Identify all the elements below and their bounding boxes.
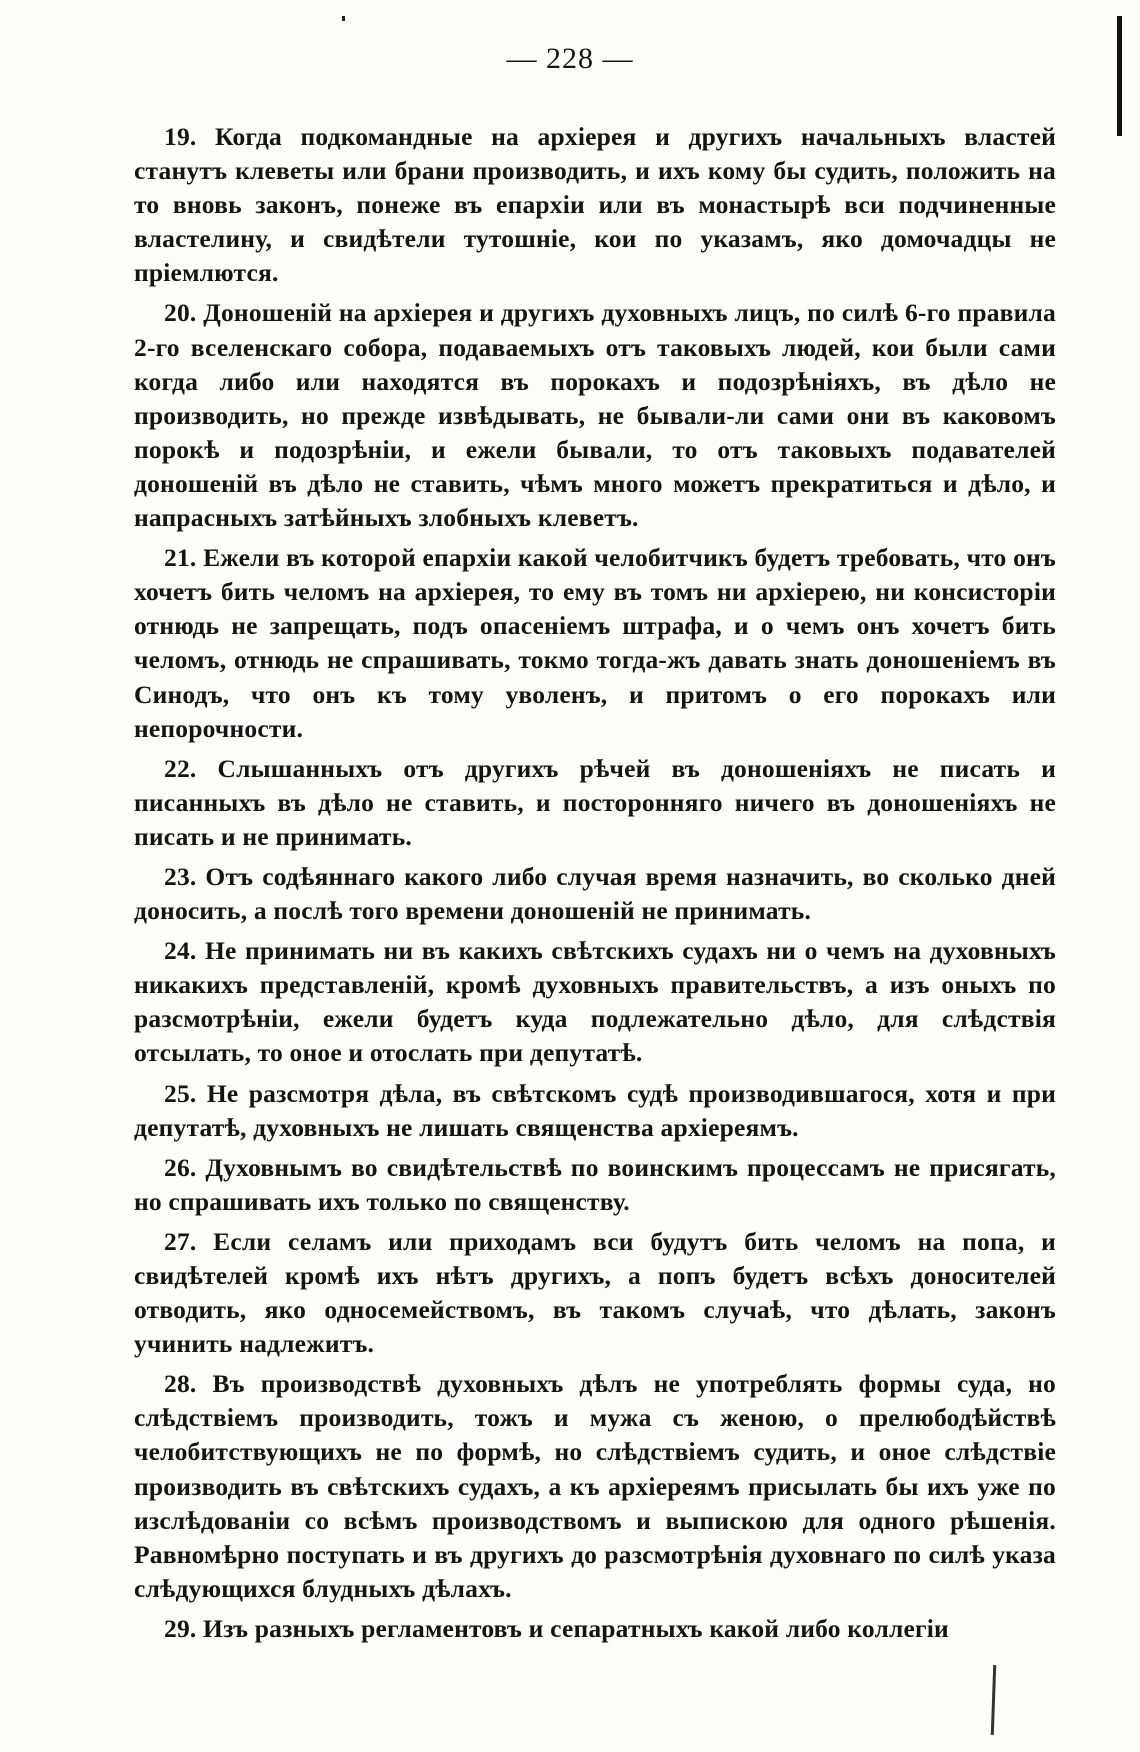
paragraph-19: 19. Когда подкомандные на архіерея и другихъ начальныхъ властей станутъ клеветы или брани производить, и ихъ кому бы судить, положить на то вновь законъ, понеже въ епархіи или въ монастырѣ вси подчиненные властелину, и свидѣтели тутошніе, кои по указамъ, яко домочадцы не пріемлются. bbox=[134, 122, 1056, 288]
scan-speck bbox=[342, 16, 345, 21]
scan-edge-mark bbox=[1117, 16, 1122, 136]
paragraph-20: 20. Доношеній на архіерея и другихъ духовныхъ лицъ, по силѣ 6-го правила 2-го вселенскаго собора, подаваемыхъ отъ таковыхъ людей, кои были сами когда либо или находятся въ порокахъ и подозрѣніяхъ, въ дѣло не производить, но прежде извѣдывать, не бывали-ли сами они въ каковомъ порокѣ и подозрѣніи, и ежели бывали, то отъ таковыхъ подавателей доношеній въ дѣло не ставить, чѣмъ много можетъ прекратиться и дѣло, и напрасныхъ затѣйныхъ злобныхъ клеветъ. bbox=[134, 298, 1056, 533]
body-text bbox=[134, 120, 1056, 1652]
paragraph-24: 24. Не принимать ни въ какихъ свѣтскихъ судахъ ни о чемъ на духовныхъ никакихъ представленій, кромѣ духовныхъ правительствъ, а изъ оныхъ по разсмотрѣніи, ежели будетъ куда подлежательно дѣло, для слѣдствія отсылать, то оное и отослать при депутатѣ. bbox=[134, 936, 1056, 1068]
paragraph-27: 27. Если селамъ или приходамъ вси будутъ бить челомъ на попа, и свидѣтелей кромѣ ихъ нѣтъ другихъ, а попъ будетъ всѣхъ доносителей отводить, яко односемействомъ, въ такомъ случаѣ, что дѣлать, законъ учинить надлежитъ. bbox=[134, 1226, 1056, 1359]
paragraph-28: 28. Въ производствѣ духовныхъ дѣлъ не употреблять формы суда, но слѣдствіемъ производить, тожъ и мужа съ женою, о прелюбодѣйствѣ челобитствующихъ не по формѣ, но слѣдствіемъ судить, и оное слѣдствіе производить въ свѣтскихъ судахъ, а къ архіереямъ присылать бы ихъ уже по изслѣдованіи со всѣмъ производствомъ и выпискою для одного рѣшенія. Равномѣрно поступать и въ другихъ до разсмотрѣнія духовнаго по силѣ указа слѣдующихся блудныхъ дѣлахъ. bbox=[134, 1369, 1056, 1603]
paragraph-26: 26. Духовнымъ во свидѣтельствѣ по воинскимъ процессамъ не присягать, но спрашивать ихъ только по священству. bbox=[134, 1152, 1056, 1216]
page-number: — 228 — bbox=[506, 42, 634, 75]
paragraph-22: 22. Слышанныхъ отъ другихъ рѣчей въ доношеніяхъ не писать и писанныхъ въ дѣло не ставить, и посторонняго ничего въ доношеніяхъ не писать и не принимать. bbox=[134, 753, 1056, 851]
paragraph-21: 21. Ежели въ которой епархіи какой челобитчикъ будетъ требовать, что онъ хочетъ бить челомъ на архіерея, то ему въ томъ ни архіерею, ни консисторіи отнюдь не запрещать, подъ опасеніемъ штрафа, и о чемъ онъ хочетъ бить челомъ, отнюдь не спрашивать, токмо тогда-жъ давать знать доношеніемъ въ Синодъ, что онъ къ тому уволенъ, и притомъ о его порокахъ или непорочности. bbox=[134, 543, 1056, 743]
paragraph-25: 25. Не разсмотря дѣла, въ свѣтскомъ судѣ производившагося, хотя и при депутатѣ, духовныхъ не лишать священства архіереямъ. bbox=[134, 1078, 1056, 1142]
paragraph-23: 23. Отъ содѣяннаго какого либо случая время назначить, во сколько дней доносить, а послѣ того времени доношеній не принимать. bbox=[134, 861, 1056, 926]
paragraph-29: 29. Изъ разныхъ регламентовъ и сепаратныхъ какой либо коллегіи bbox=[164, 1613, 949, 1643]
scan-edge-mark-lower bbox=[991, 1665, 996, 1735]
